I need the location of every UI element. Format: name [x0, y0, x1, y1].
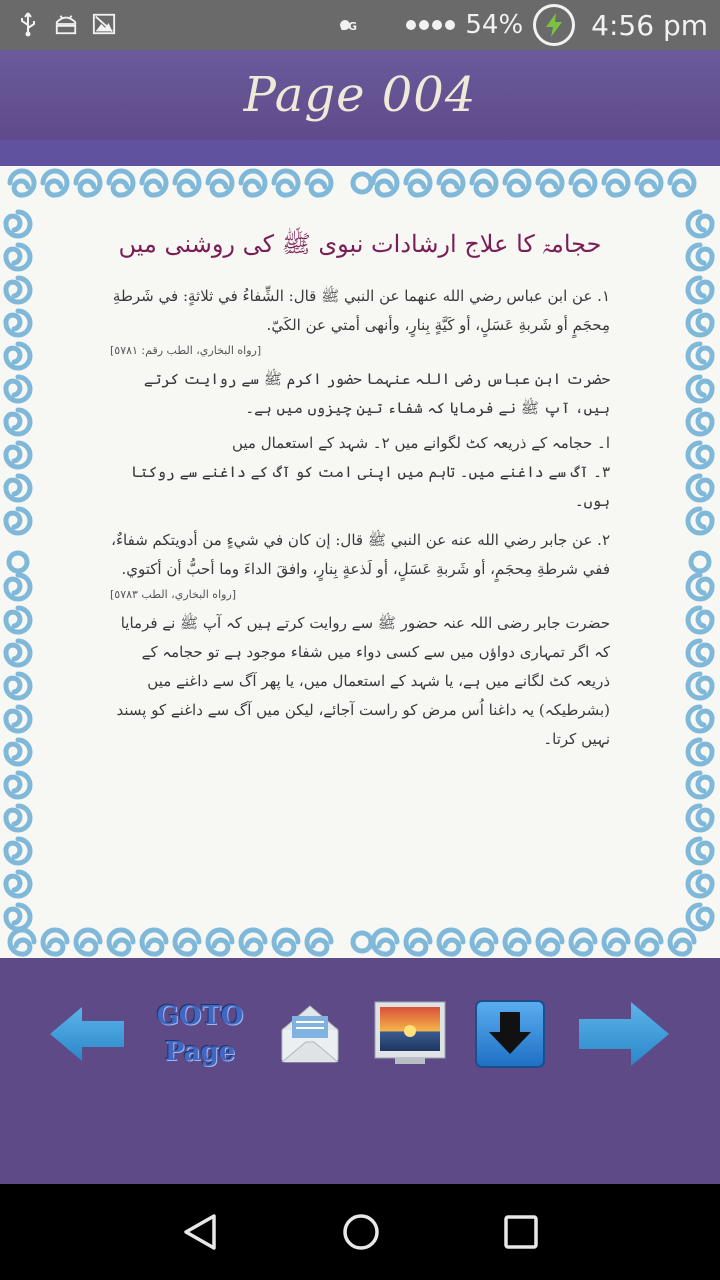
border-swirl: [6, 377, 30, 401]
border-swirl: [688, 674, 712, 698]
border-swirl: [6, 476, 30, 500]
hadith-2-urdu: حضرت جابر رضی اللہ عنہ حضور ﷺ سے روایت کرتے ہیں کہ آپ ﷺ نے فرمایا کہ اگر تمہاری دواؤں میں سے کسی دواء میں شفاء موجود ہے تو حجامہ کے ذریعہ کٹ لگانے میں ہے، یا شہد کے استعمال میں، یا پھر آگ سے داغنے میں (بشرطیکہ) یہ داغنا اُس مرض کو راست آجائے، لیکن میں آگ سے داغنے کو پسند نہیں کرتا۔: [116, 614, 610, 748]
border-swirl: [109, 171, 133, 195]
border-swirl: [274, 171, 298, 195]
border-swirl: [688, 575, 712, 599]
border-swirl: [670, 930, 694, 954]
border-swirl: [688, 806, 712, 830]
border-swirl: [688, 839, 712, 863]
battery-charging-icon: [533, 4, 575, 46]
border-swirl: [505, 930, 529, 954]
border-swirl: [6, 905, 30, 929]
wallpaper-icon: [373, 1000, 447, 1068]
status-bar: [0, 0, 720, 50]
recents-square-icon: [501, 1212, 541, 1252]
border-swirl: [538, 930, 562, 954]
border-swirl: [439, 171, 463, 195]
android-debug-icon: [54, 10, 78, 38]
goto-page-button[interactable]: [148, 998, 252, 1070]
recents-button[interactable]: [501, 1212, 541, 1252]
border-swirl: [6, 806, 30, 830]
download-icon: [473, 998, 547, 1070]
border-swirl: [688, 509, 712, 533]
border-swirl: [175, 930, 199, 954]
border-swirl: [571, 930, 595, 954]
border-swirl: [688, 311, 712, 335]
arrow-left-icon: [48, 1003, 128, 1065]
set-wallpaper-button[interactable]: [372, 998, 448, 1070]
border-swirl: [6, 641, 30, 665]
page-title: Page 004: [243, 67, 477, 123]
border-swirl: [6, 608, 30, 632]
border-swirl: [505, 171, 529, 195]
book-page-view[interactable]: [0, 166, 720, 958]
border-swirl: [6, 443, 30, 467]
goto-label: GOTO: [156, 1001, 244, 1031]
border-swirl: [688, 773, 712, 797]
hadith-2-arabic: ٢. عن جابر رضي الله عنه عن النبي ﷺ قال: إن كان في شيءٍ من أدويتكم شفاءٌ، ففي شرطةِ مِحجَمٍ، أو شَربةِ عَسَلٍ، أو لَذعةٍ بِنارٍ، وافقَ الداءَ وما أحبُّ أن أكتوي.: [111, 531, 610, 578]
hadith-1-reference: [رواه البخاري، الطب رقم: ٥٧٨١]: [110, 344, 262, 357]
border-swirl: [43, 171, 67, 195]
border-swirl: [688, 872, 712, 896]
arrow-right-icon: [575, 999, 671, 1069]
border-swirl: [373, 171, 397, 195]
border-swirl: [6, 410, 30, 434]
border-swirl: [406, 171, 430, 195]
network-type: 3G: [340, 20, 358, 33]
usb-icon: [16, 10, 40, 38]
status-right-group: [340, 0, 708, 50]
border-swirl: [6, 278, 30, 302]
border-swirl: [688, 245, 712, 269]
border-swirl: [6, 311, 30, 335]
hadith-2-reference: [رواه البخاري، الطب ٥٧٨٣]: [110, 588, 237, 601]
bottom-toolbar: [0, 958, 720, 1184]
border-swirl: [688, 905, 712, 929]
border-swirl: [688, 443, 712, 467]
border-swirl: [6, 707, 30, 731]
image-icon: [92, 10, 116, 38]
border-swirl: [472, 171, 496, 195]
border-swirl: [571, 171, 595, 195]
border-swirl: [688, 377, 712, 401]
border-swirl: [472, 930, 496, 954]
border-swirl: [6, 344, 30, 368]
border-swirl: [6, 674, 30, 698]
border-swirl: [688, 278, 712, 302]
signal-dots-icon: [340, 20, 455, 33]
border-swirl: [688, 740, 712, 764]
border-swirl: [307, 930, 331, 954]
book-page-content: [110, 224, 610, 760]
home-button[interactable]: [341, 1212, 381, 1252]
border-swirl: [175, 171, 199, 195]
status-left-icons: [16, 10, 116, 38]
hadith-1-list-item: ۳۔ آگ سے داغنے میں۔ تاہم میں اپنی امت کو آگ کے داغنے سے روکتا ہوں۔: [130, 463, 610, 510]
border-swirl: [406, 930, 430, 954]
border-swirl: [6, 839, 30, 863]
page-label: Page: [164, 1037, 236, 1067]
border-swirl: [6, 245, 30, 269]
border-swirl: [688, 476, 712, 500]
border-swirl: [688, 344, 712, 368]
back-triangle-icon: [180, 1212, 220, 1252]
border-swirl: [76, 930, 100, 954]
border-swirl: [10, 930, 34, 954]
border-swirl: [439, 930, 463, 954]
border-swirl: [637, 171, 661, 195]
border-swirl: [274, 930, 298, 954]
border-swirl: [538, 171, 562, 195]
border-swirl: [10, 171, 34, 195]
border-swirl: [637, 930, 661, 954]
border-swirl: [6, 740, 30, 764]
title-bar: [0, 50, 720, 140]
border-swirl: [142, 171, 166, 195]
border-swirl: [6, 509, 30, 533]
border-swirl: [6, 872, 30, 896]
home-circle-icon: [341, 1212, 381, 1252]
border-swirl: [6, 575, 30, 599]
system-nav-bar: [0, 1184, 720, 1280]
border-swirl: [142, 930, 166, 954]
border-swirl: [604, 930, 628, 954]
border-swirl: [688, 410, 712, 434]
border-swirl: [208, 930, 232, 954]
border-swirl: [6, 773, 30, 797]
clock: 4:56 pm: [591, 8, 708, 42]
share-email-button[interactable]: [276, 998, 344, 1070]
border-swirl: [604, 171, 628, 195]
border-swirl: [307, 171, 331, 195]
header-divider: [0, 140, 720, 166]
battery-percent: 54%: [465, 10, 524, 40]
border-swirl: [670, 171, 694, 195]
hadith-1-urdu: حضرت ابن عباس رضی اللہ عنہما حضور اکرم ﷺ سے روایت کرتے ہیں، آپ ﷺ نے فرمایا کہ شفاء تین چیزوں میں ہے۔: [143, 370, 610, 417]
border-swirl: [241, 171, 265, 195]
border-swirl: [241, 930, 265, 954]
border-swirl: [688, 608, 712, 632]
back-button[interactable]: [180, 1212, 220, 1252]
border-swirl: [109, 930, 133, 954]
hadith-1-arabic: ١. عن ابن عباس رضي الله عنهما عن النبي ﷺ قال: الشِّفاءُ في ثلاثةٍ: في شَرطةِ مِحجَمٍ أو شَربةِ عَسَلٍ، أو كَيَّةٍ بِنارٍ، وأنهى أمتي عن الكَيّ.: [112, 287, 610, 334]
border-swirl: [688, 707, 712, 731]
border-swirl: [373, 930, 397, 954]
hadith-1-list-item: ا۔ حجامہ کے ذریعہ کٹ لگوانے میں ۲۔ شہد کے استعمال میں: [231, 434, 610, 452]
page-heading: حجامۃ کا علاج ارشادات نبوی ﷺ کی روشنی میں: [118, 230, 602, 258]
download-button[interactable]: [472, 998, 548, 1070]
border-swirl: [208, 171, 232, 195]
next-page-button[interactable]: [574, 998, 672, 1070]
border-swirl: [43, 930, 67, 954]
mail-icon: [278, 1002, 342, 1066]
border-swirl: [6, 212, 30, 236]
border-swirl: [688, 641, 712, 665]
border-swirl: [688, 212, 712, 236]
previous-page-button[interactable]: [48, 998, 128, 1070]
border-swirl: [76, 171, 100, 195]
